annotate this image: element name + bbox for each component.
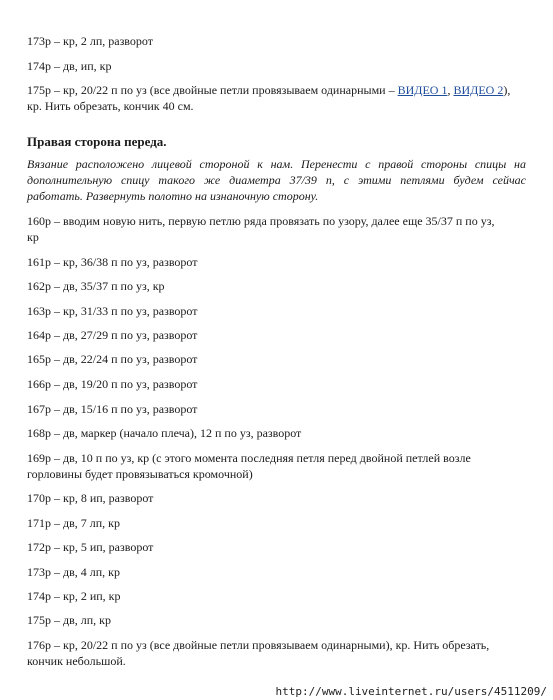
intro-line-3: работать. Развернуть полотно на изнаночную сторону.: [27, 189, 319, 203]
row-160-cont: кр: [27, 230, 39, 244]
row-176: 176р – кр, 20/22 п по уз (все двойные петли провязываем одинарными), кр. Нить обрезать,: [27, 638, 490, 652]
row-175-close: ),: [503, 83, 511, 97]
row-175-a: [27, 83, 510, 97]
row-170: 170р – кр, 8 ип, разворот: [27, 491, 154, 505]
row-162: 162р – дв, 35/37 п по уз, кр: [27, 279, 165, 293]
row-160: 160р – вводим новую нить, первую петлю ряда провязать по узору, далее еще 35/37 п по уз,: [27, 214, 495, 228]
row-166: 166р – дв, 19/20 п по уз, разворот: [27, 377, 198, 391]
row-175-b: 175р – дв, лп, кр: [27, 613, 112, 627]
source-url: http://www.liveinternet.ru/users/4511209/: [275, 685, 547, 698]
row-161: 161р – кр, 36/38 п по уз, разворот: [27, 255, 198, 269]
row-168: 168р – дв, маркер (начало плеча), 12 п по уз, разворот: [27, 426, 302, 440]
row-173-b: 173р – дв, 4 лп, кр: [27, 565, 121, 579]
row-175-a-cont: кр. Нить обрезать, кончик 40 см.: [27, 99, 194, 113]
row-176-cont: кончик небольшой.: [27, 654, 126, 668]
video-1-link[interactable]: ВИДЕО 1: [397, 83, 448, 97]
row-164: 164р – дв, 27/29 п по уз, разворот: [27, 328, 198, 342]
row-173-a: 173р – кр, 2 лп, разворот: [27, 34, 153, 48]
video-2-link[interactable]: ВИДЕО 2: [453, 83, 504, 97]
row-171: 171р – дв, 7 лп, кр: [27, 516, 121, 530]
intro-line-1: Вязание расположено лицевой стороной к нам. Перенести с правой стороны спицы на: [27, 157, 526, 171]
intro-line-2: дополнительную спицу такого же диаметра 37/39 п, с этими петлями будем сейчас: [27, 173, 526, 187]
section-heading: Правая сторона переда.: [27, 134, 167, 149]
row-169: 169р – дв, 10 п по уз, кр (с этого момента последняя петля перед двойной петлей возле: [27, 451, 471, 465]
row-174-b: 174р – кр, 2 ип, кр: [27, 589, 121, 603]
row-174-a: 174р – дв, ип, кр: [27, 59, 112, 73]
link-separator: ,: [447, 83, 454, 97]
row-167: 167р – дв, 15/16 п по уз, разворот: [27, 402, 198, 416]
row-169-cont: горловины будет провязываться кромочной): [27, 467, 253, 481]
row-175-text: 175р – кр, 20/22 п по уз (все двойные петли провязываем одинарными –: [27, 83, 398, 97]
row-163: 163р – кр, 31/33 п по уз, разворот: [27, 304, 198, 318]
row-165: 165р – дв, 22/24 п по уз, разворот: [27, 352, 198, 366]
row-172: 172р – кр, 5 ип, разворот: [27, 540, 154, 554]
